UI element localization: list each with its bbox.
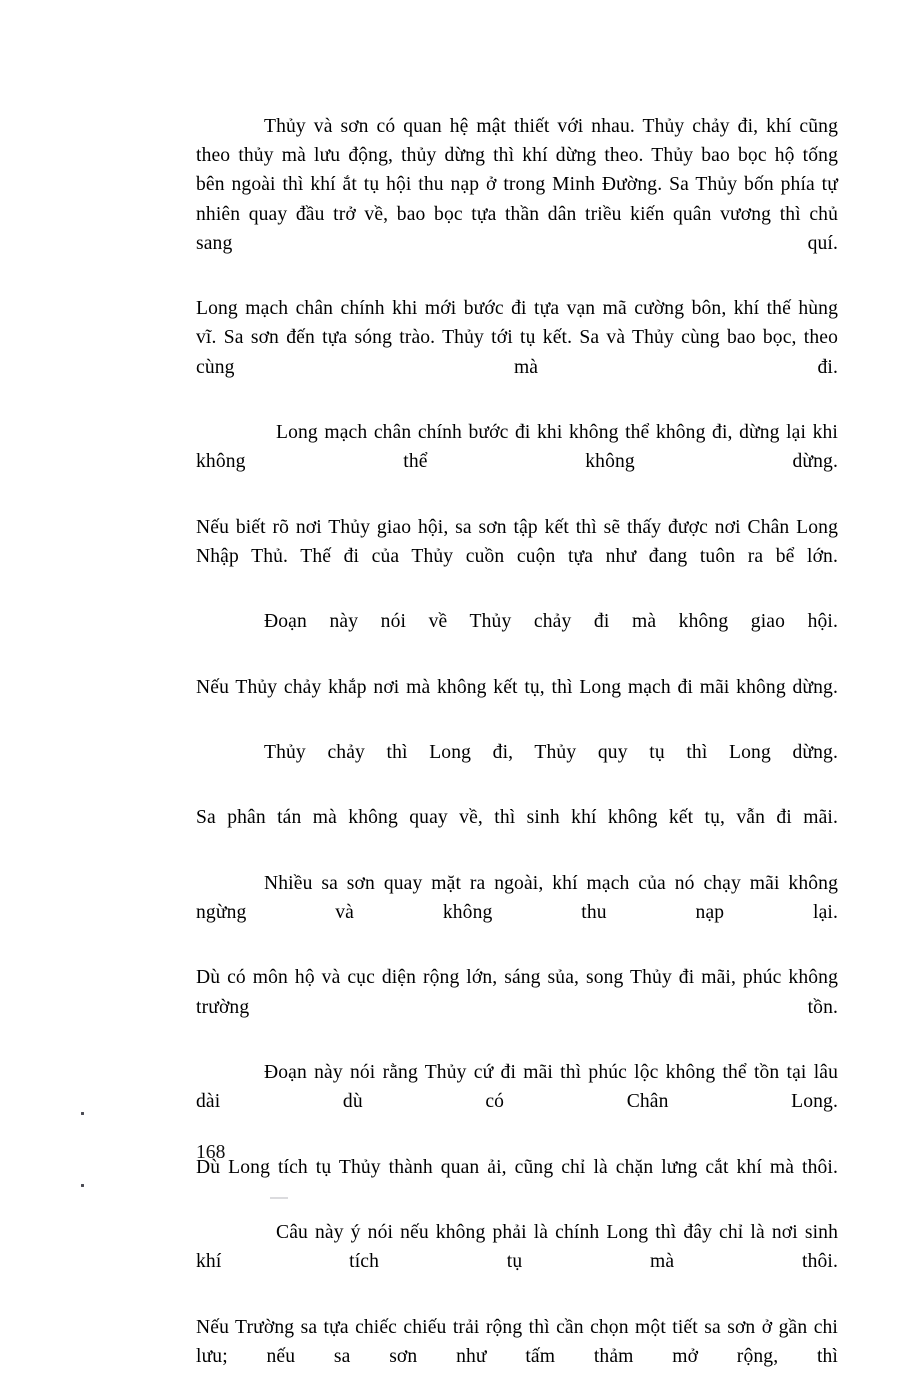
paragraph: Nếu Trường sa tựa chiếc chiếu trải rộng thì cần chọn một tiết sa sơn ở gần chi lưu; nếu sa sơn như tấm thảm mở rộng, thì [196,1316,838,1367]
paragraph: Thủy chảy thì Long đi, Thủy quy tụ thì Long dừng. [264,742,838,764]
scan-speckle-icon [81,1112,84,1115]
paragraph: Câu này ý nói nếu không phải là chính Long thì đây chỉ là nơi sinh khí tích tụ mà thôi. [196,1222,838,1273]
scan-edge-artifact-icon [270,1197,288,1199]
paragraph: Long mạch chân chính bước đi khi không thể không đi, dừng lại khi không thể không dừng. [196,422,838,473]
paragraph: Dù Long tích tụ Thủy thành quan ải, cũng chỉ là chặn lưng cắt khí mà thôi. [196,1156,838,1178]
paragraph: Nếu Thủy chảy khắp nơi mà không kết tụ, thì Long mạch đi mãi không dừng. [196,676,838,698]
paragraph: Nhiều sa sơn quay mặt ra ngoài, khí mạch của nó chạy mãi không ngừng và không thu nạp lại. [196,872,838,924]
paragraph: Dù có môn hộ và cục diện rộng lớn, sáng sủa, song Thủy đi mãi, phúc không trường tồn. [196,967,838,1018]
body-text-column [196,112,838,1400]
paragraph: Đoạn này nói về Thủy chảy đi mà không giao hội. [264,611,838,633]
paragraph: Long mạch chân chính khi mới bước đi tựa vạn mã cường bôn, khí thế hùng vĩ. Sa sơn đến tựa sóng trào. Thủy tới tụ kết. Sa và Thủy cùng bao bọc, theo cùng mà đi. [196,298,838,378]
paragraph: Đoạn này nói rằng Thủy cứ đi mãi thì phúc lộc không thể tồn tại lâu dài dù có Chân Long. [196,1062,838,1113]
paragraph: Sa phân tán mà không quay về, thì sinh khí không kết tụ, vẫn đi mãi. [196,807,838,829]
page-number: 168 [196,1142,226,1163]
paragraph: Nếu biết rõ nơi Thủy giao hội, sa sơn tập kết thì sẽ thấy được nơi Chân Long Nhập Thủ. Thế đi của Thủy cuồn cuộn tựa như đang tuôn ra bể lớn. [196,516,838,567]
scan-speckle-icon [81,1184,84,1187]
paragraph: Thủy và sơn có quan hệ mật thiết với nhau. Thủy chảy đi, khí cũng theo thủy mà lưu động, thủy dừng thì khí dừng theo. Thủy bao bọc hộ tống bên ngoài thì khí ắt tụ hội thu nạp ở trong Minh Đường. Sa Thủy bốn phía tự nhiên quay đầu trở về, bao bọc tựa thần dân triều kiến quân vương thì chủ sang quí. [196,116,838,254]
